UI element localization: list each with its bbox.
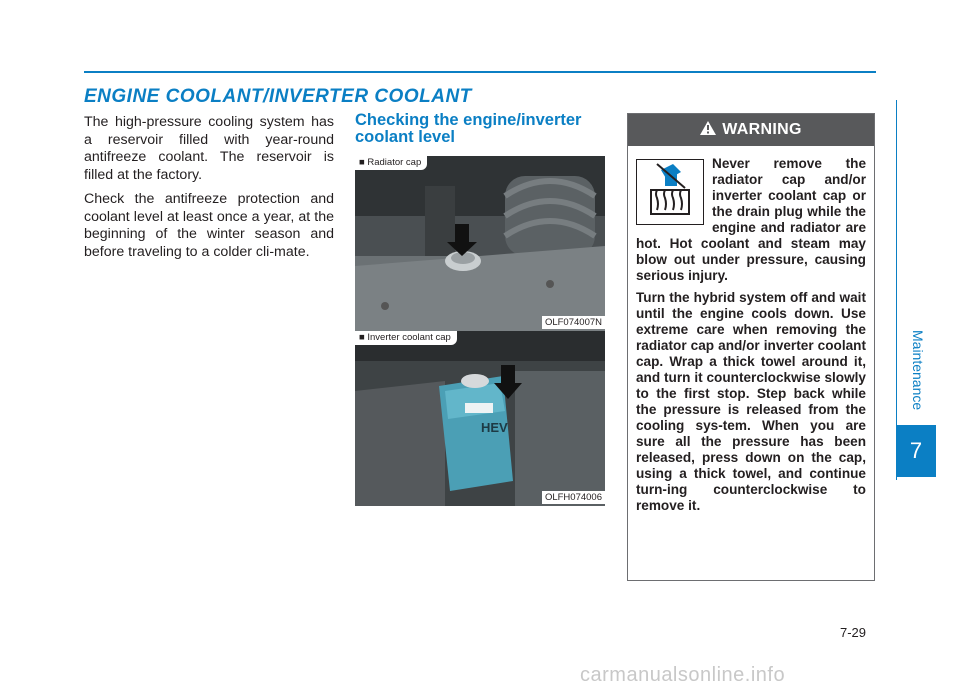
sidebar-rule <box>896 100 897 480</box>
top-rule <box>84 71 876 73</box>
figure-code-inverter-cap: OLFH074006 <box>542 491 605 504</box>
warning-paragraph-1: Never remove the radiator cap and/or inverter coolant cap or the drain plug while the engine and radiator are hot. Hot coolant and steam may blow out under pressure, causing serious injury. <box>636 156 866 283</box>
radiator-cap-illustration <box>355 156 605 331</box>
intro-paragraph-2: Check the antifreeze protection and coolant level at least once a year, at the beginning of the winter season and before traveling to a colder cli-mate. <box>84 191 334 260</box>
inverter-cap-illustration <box>355 331 605 506</box>
chapter-number-badge: 7 <box>896 425 936 477</box>
section-title: ENGINE COOLANT/INVERTER COOLANT <box>84 86 472 107</box>
figure-code-radiator-cap: OLF074007N <box>542 316 605 329</box>
warning-header-label: WARNING <box>722 121 802 138</box>
warning-box <box>627 113 875 581</box>
page-number: 7-29 <box>840 625 867 640</box>
inverter-cap-photo <box>355 331 605 506</box>
chapter-name: Maintenance <box>910 330 926 411</box>
subsection-title: Checking the engine/inverter coolant level <box>355 111 582 146</box>
intro-text <box>84 114 334 268</box>
watermark: carmanualsonline.info <box>580 664 786 686</box>
warning-body <box>628 146 874 514</box>
hot-coolant-warning-icon <box>636 159 704 225</box>
warning-paragraph-2: Turn the hybrid system off and wait until the engine cools down. Use extreme care when removing the radiator cap and/or inverter coolant cap. Wrap a thick towel around it, and turn it counterclockwise slowly to the first stop. Step back while the pressure is released from the cooling sys-tem. When you are sure all the pressure has been released, press down on the cap, using a thick towel, and continue turn-ing counterclockwise to remove it. <box>636 290 866 513</box>
figure-label-inverter-cap: ■ Inverter coolant cap <box>355 331 457 345</box>
hev-badge: HEV <box>481 420 508 435</box>
inverter-arrow-icon <box>494 365 522 401</box>
warning-header <box>628 114 874 146</box>
radiator-cap-photo <box>355 156 605 331</box>
intro-paragraph-1: The high-pressure cooling system has a reservoir filled with year-round antifreeze coolant. The reservoir is filled at the factory. <box>84 114 334 183</box>
warning-triangle-icon <box>700 121 716 140</box>
figure-label-radiator-cap: ■ Radiator cap <box>355 156 427 170</box>
